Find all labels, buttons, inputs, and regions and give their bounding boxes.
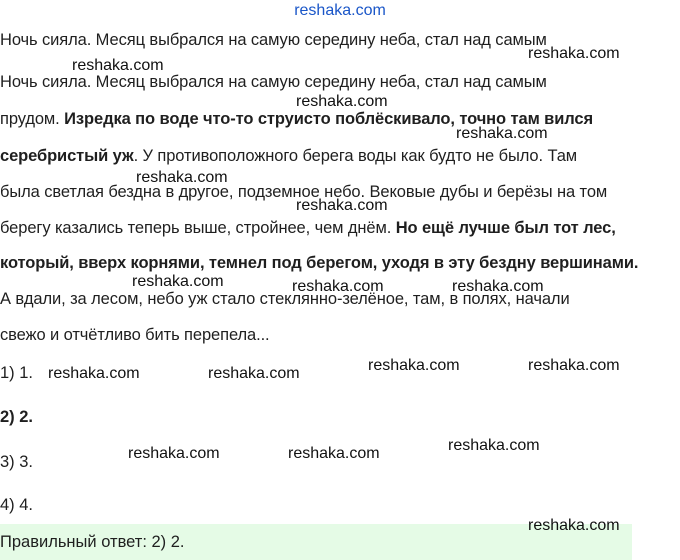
watermark: reshaka.com [452,278,544,295]
text-bold: Изредка по воде что-то струисто поблёскивало, точно там вился [64,110,594,128]
text-plain: прудом. [0,110,65,128]
watermark: reshaka.com [528,45,620,62]
text-bold: серебристый уж [0,147,134,165]
text-line-5 [0,217,616,239]
text-line-1: Ночь сияла. Месяц выбрался на самую середину неба, стал над самым [0,73,547,91]
text-plain: . У противоположного берега воды как будто не было. Там [133,147,578,165]
watermark: reshaka.com [208,365,300,382]
watermark: reshaka.com [132,273,224,290]
watermark: reshaka.com [296,93,388,110]
answer-text: Правильный ответ: 2) 2. [0,533,185,551]
watermark: reshaka.com [128,445,220,462]
text-line-3 [0,145,577,167]
text-line-4: была светлая бездна в другое, подземное небо. Вековые дубы и берёзы на том [0,183,608,201]
watermark: reshaka.com [368,357,460,374]
site-header [0,0,680,22]
option-3[interactable]: 3) 3. [0,453,34,471]
site-link[interactable]: reshaka.com [294,2,386,19]
watermark: reshaka.com [136,169,228,186]
option-1[interactable]: 1) 1. [0,364,34,382]
text-line-7: А вдали, за лесом, небо уж стало стеклянно-зелёное, там, в полях, начали [0,290,570,308]
option-4[interactable]: 4) 4. [0,496,34,514]
watermark: reshaka.com [296,197,388,214]
option-2[interactable]: 2) 2. [0,408,34,426]
text-line-8: свежо и отчётливо бить перепела... [0,326,270,344]
watermark: reshaka.com [292,278,384,295]
watermark: reshaka.com [448,437,540,454]
text-bold: который, вверх корнями, темнел под берегом, уходя в эту бездну вершинами. [0,254,639,272]
watermark: reshaka.com [288,445,380,462]
text-bold: Но ещё лучше был тот лес, [395,219,616,237]
watermark: reshaka.com [72,57,164,74]
text-line-0: Ночь сияла. Месяц выбрался на самую середину неба, стал над самым [0,31,547,49]
watermark: reshaka.com [528,517,620,534]
watermark: reshaka.com [48,365,140,382]
text-line-6 [0,252,638,274]
watermark: reshaka.com [456,125,548,142]
text-plain: берегу казались теперь выше, стройнее, чем днём. [0,219,396,237]
watermark: reshaka.com [528,357,620,374]
